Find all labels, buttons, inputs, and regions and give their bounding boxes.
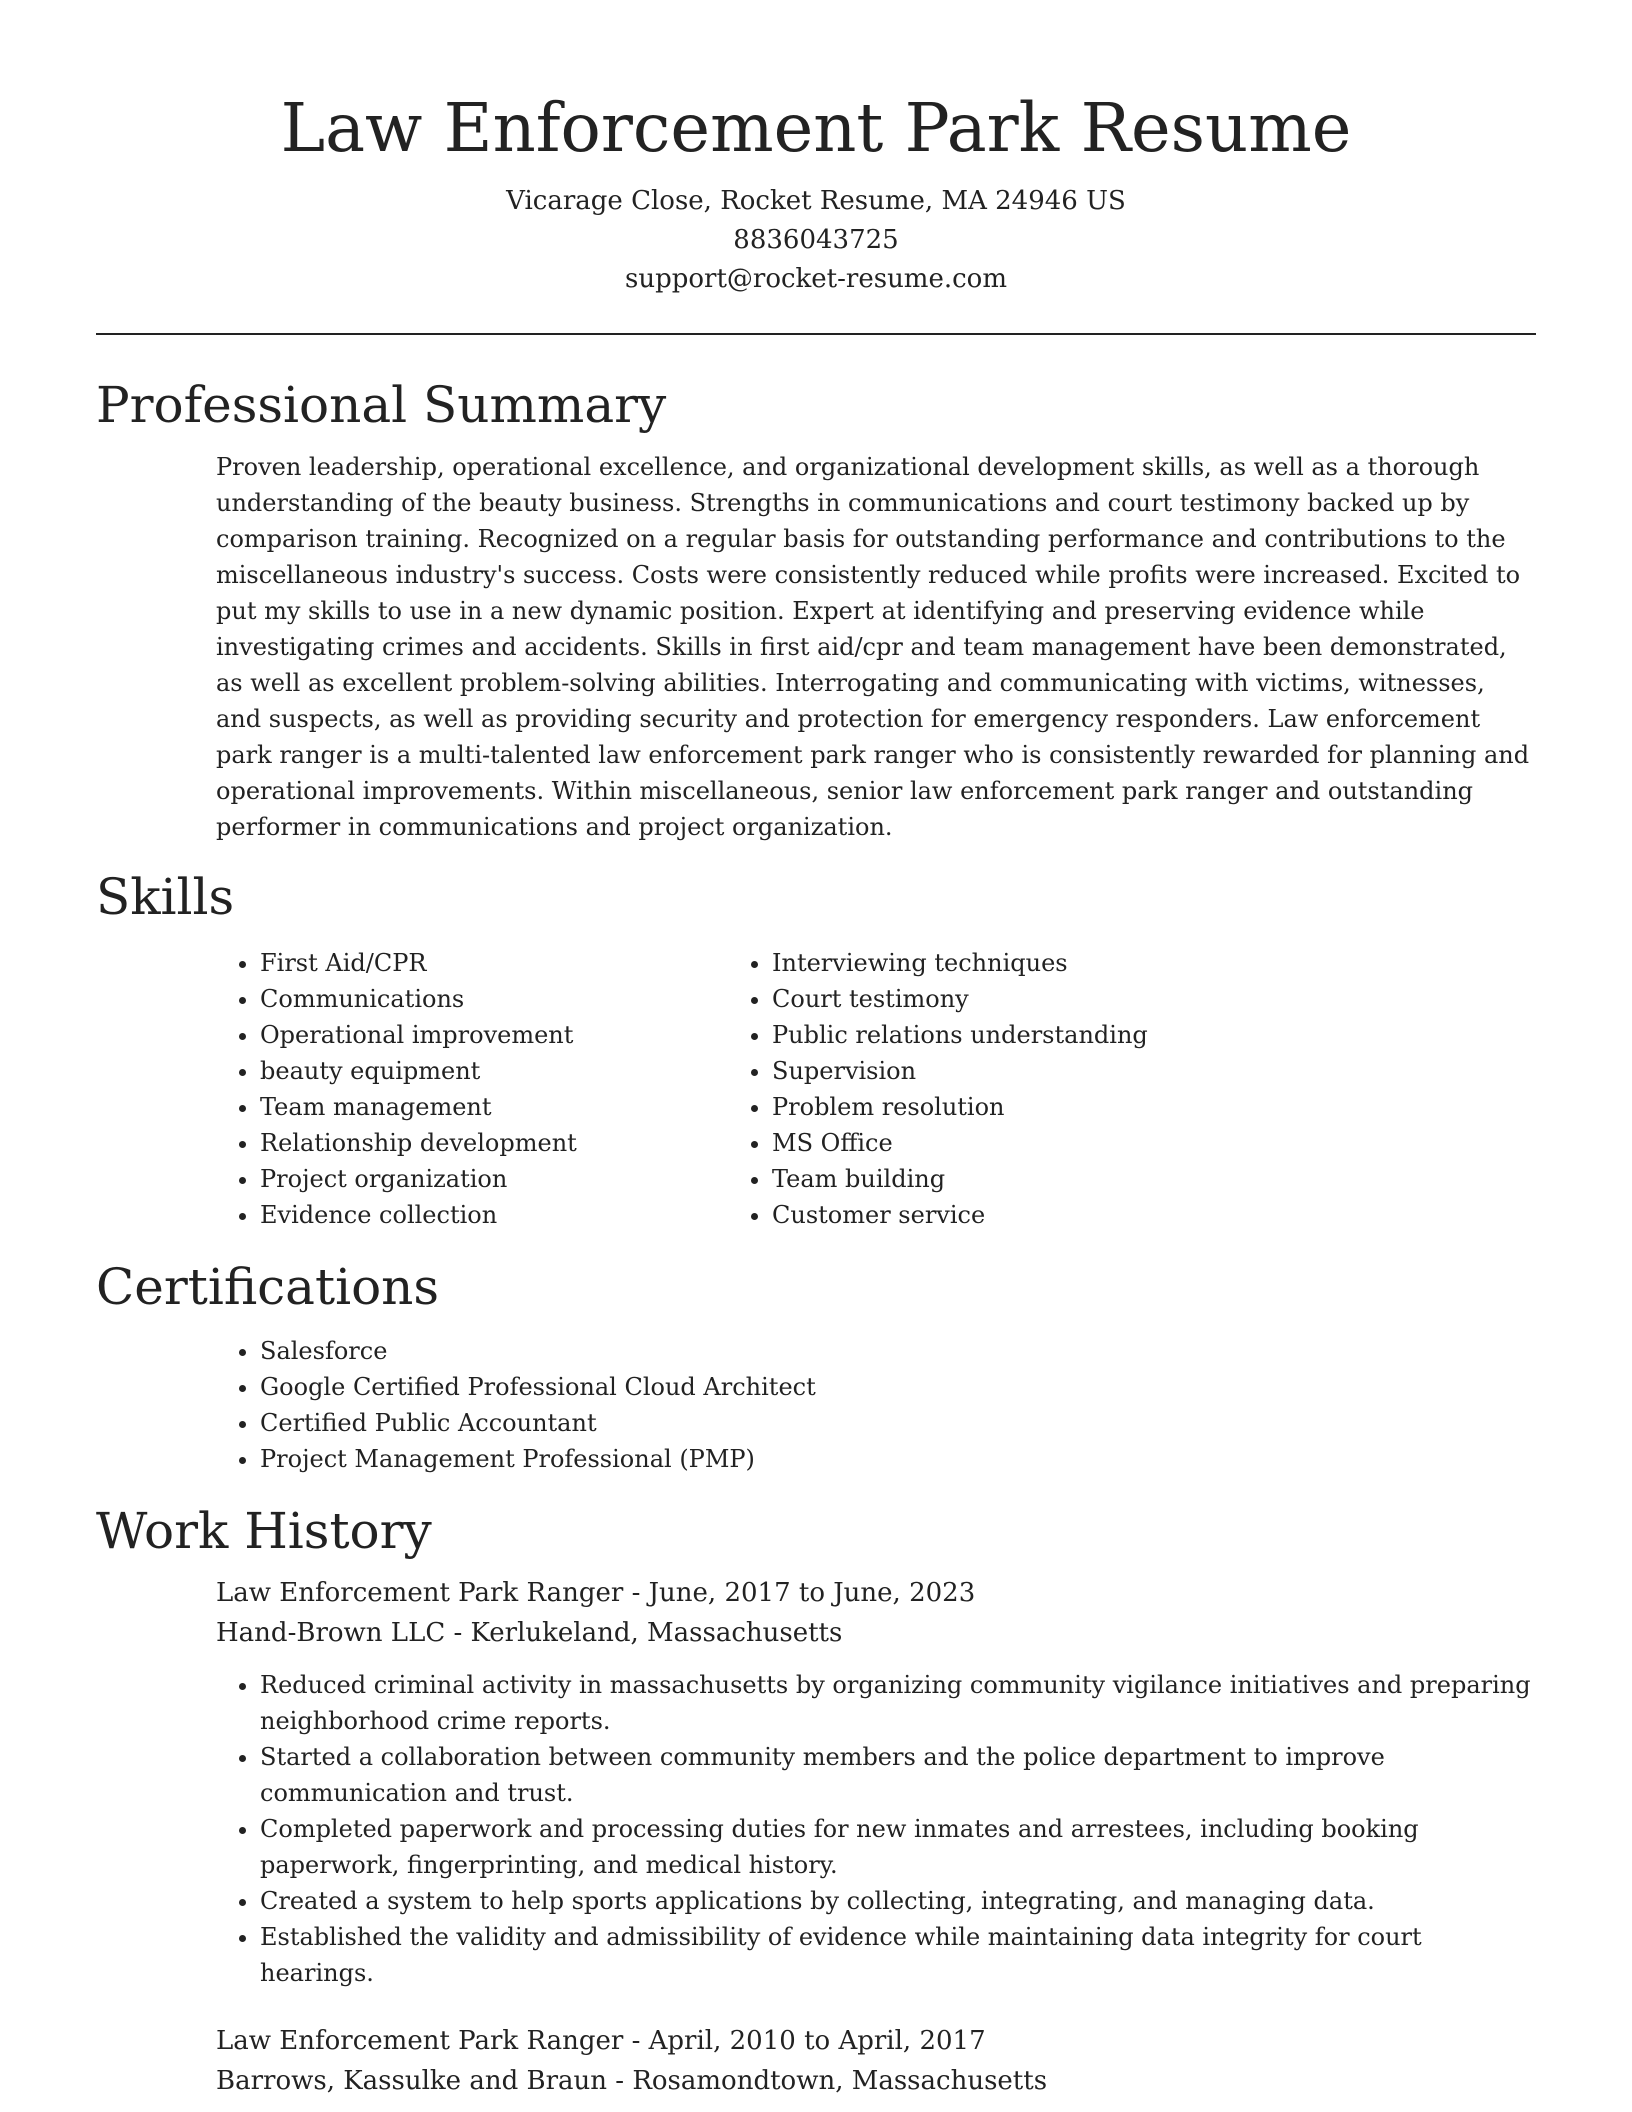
- list-item: • Google Certified Professional Cloud Architect: [260, 1369, 1536, 1405]
- list-item: • Established the validity and admissibility of evidence while maintaining data integrity for court hearings.: [260, 1919, 1536, 1991]
- contact-address: Vicarage Close, Rocket Resume, MA 24946 US: [506, 186, 1126, 216]
- list-item: • Project Management Professional (PMP): [260, 1441, 1536, 1477]
- job-entry: [216, 2021, 1536, 2101]
- summary-text: Proven leadership, operational excellence, and organizational development skills, as well as a thorough understanding of the beauty business. Strengths in communications and court testimony backed up by comparison training. Recognized on a regular basis for outstanding performance and contributions to the miscellaneous industry's success. Costs were consistently reduced while profits were increased. Excited to put my skills to use in a new dynamic position. Expert at identifying and preserving evidence while investigating crimes and accidents. Skills in first aid/cpr and team management have been demonstrated, as well as excellent problem-solving abilities. Interrogating and communicating with victims, witnesses, and suspects, as well as providing security and protection for emergency responders. Law enforcement park ranger is a multi-talented law enforcement park ranger who is consistently rewarded for planning and operational improvements. Within miscellaneous, senior law enforcement park ranger and outstanding performer in communications and project organization.: [216, 453, 1530, 841]
- job-entry: [216, 1573, 1536, 1991]
- list-item: • Evidence collection: [260, 1197, 746, 1233]
- job-company-line: Barrows, Kassulke and Braun - Rosamondtown, Massachusetts: [216, 2066, 1048, 2096]
- list-item: • Public relations understanding: [772, 1017, 1148, 1053]
- list-item: • Salesforce: [260, 1333, 1536, 1369]
- list-item: • Completed paperwork and processing duties for new inmates and arrestees, including booking paperwork, fingerprinting, and medical history.: [260, 1811, 1536, 1883]
- skills-list-right: [746, 945, 1148, 1233]
- professional-summary-section: [96, 373, 1536, 845]
- header-divider: [96, 333, 1536, 335]
- certifications-section: [96, 1255, 1536, 1477]
- skills-list-left: [96, 945, 746, 1233]
- skills-section: [96, 865, 1536, 1233]
- job-bullets: [216, 1667, 1536, 1991]
- list-item: • Customer service: [772, 1197, 1148, 1233]
- contact-email: support@rocket-resume.com: [624, 264, 1007, 294]
- list-item: • Relationship development: [260, 1125, 746, 1161]
- section-title-certifications: Certifications: [96, 1258, 440, 1316]
- section-title-skills: Skills: [96, 868, 235, 926]
- list-item: • Started a collaboration between community members and the police department to improve communication and trust.: [260, 1739, 1536, 1811]
- list-item: • Communications: [260, 981, 746, 1017]
- list-item: • Project organization: [260, 1161, 746, 1197]
- job-company-line: Hand-Brown LLC - Kerlukeland, Massachusetts: [216, 1618, 843, 1648]
- list-item: • Certified Public Accountant: [260, 1405, 1536, 1441]
- contact-phone: 8836043725: [733, 225, 899, 255]
- section-title-summary: Professional Summary: [96, 376, 667, 434]
- work-history-section: [96, 1499, 1536, 2101]
- list-item: • Supervision: [772, 1053, 1148, 1089]
- list-item: • Reduced criminal activity in massachusetts by organizing community vigilance initiatives and preparing neighborhood crime reports.: [260, 1667, 1536, 1739]
- list-item: • Operational improvement: [260, 1017, 746, 1053]
- job-title-line: Law Enforcement Park Ranger - April, 2010 to April, 2017: [216, 2026, 986, 2056]
- candidate-name: Law Enforcement Park Resume: [280, 89, 1352, 167]
- list-item: • Created a system to help sports applications by collecting, integrating, and managing data.: [260, 1883, 1536, 1919]
- job-title-line: Law Enforcement Park Ranger - June, 2017 to June, 2023: [216, 1578, 976, 1608]
- list-item: • Team building: [772, 1161, 1148, 1197]
- list-item: • First Aid/CPR: [260, 945, 746, 981]
- skills-columns: [96, 945, 1536, 1233]
- list-item: • Problem resolution: [772, 1089, 1148, 1125]
- section-title-work-history: Work History: [96, 1502, 432, 1560]
- resume-header: [96, 0, 1536, 299]
- list-item: • beauty equipment: [260, 1053, 746, 1089]
- list-item: • MS Office: [772, 1125, 1148, 1161]
- list-item: • Court testimony: [772, 981, 1148, 1017]
- contact-block: [96, 182, 1536, 299]
- list-item: • Interviewing techniques: [772, 945, 1148, 981]
- certifications-list: [96, 1333, 1536, 1477]
- list-item: • Team management: [260, 1089, 746, 1125]
